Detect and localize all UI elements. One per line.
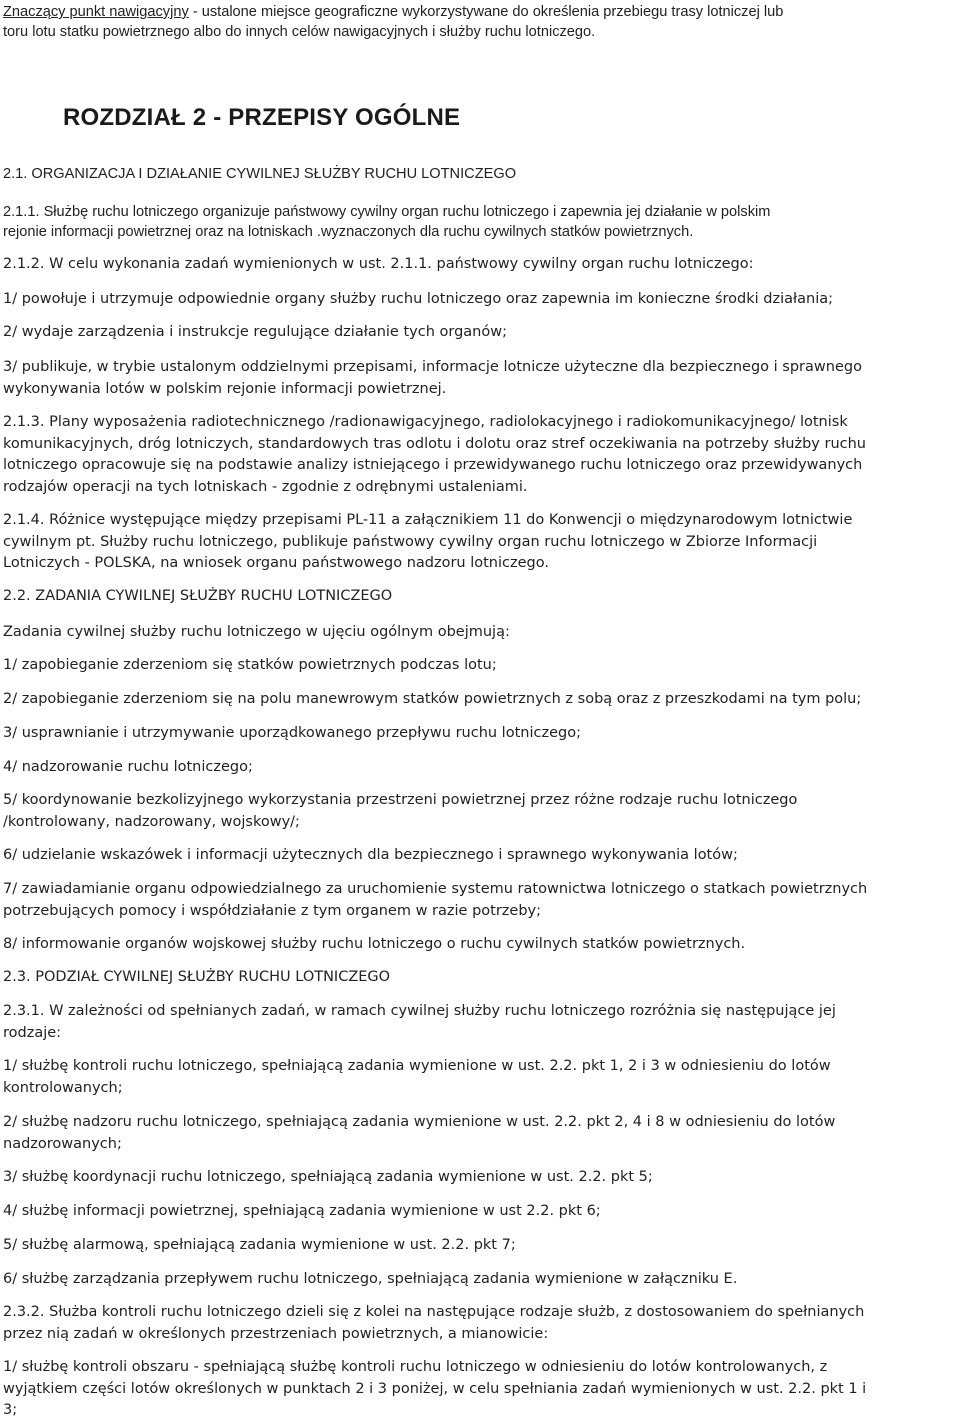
list-item: 1/ powołuje i utrzymuje odpowiednie organy służby ruchu lotniczego oraz zapewnia im konieczne środki działania; — [3, 291, 833, 307]
list-item: 6/ udzielanie wskazówek i informacji użytecznych dla bezpiecznego i sprawnego wykonywania lotów; — [3, 847, 738, 863]
list-item: 8/ informowanie organów wojskowej służby ruchu lotniczego o ruchu cywilnych statków powietrznych. — [3, 936, 746, 952]
paragraph-2-3-2: 2.3.2. Służba kontroli ruchu lotniczego dzieli się z kolei na następujące rodzaje służb, z dostosowaniem do spełnianych przez nią zadań w określonych przestrzeniach powietrznych, a mianowicie: — [3, 1304, 865, 1342]
paragraph-2-2-intro: Zadania cywilnej służby ruchu lotniczego w ujęciu ogólnym obejmują: — [3, 624, 510, 640]
list-item: 1/ służbę kontroli obszaru - spełniającą służbę kontroli ruchu lotniczego w odniesieniu do lotów kontrolowanych, z wyjątkiem części lotów określonych w punktach 2 i 3 poniżej, w celu spełniania zadań wymienionych w ust. 2.2. pkt 1 i 3; — [3, 1359, 867, 1418]
section-heading-2-1: 2.1. ORGANIZACJA I DZIAŁANIE CYWILNEJ SŁUŻBY RUCHU LOTNICZEGO — [3, 166, 517, 182]
paragraph-2-1-2: 2.1.2. W celu wykonania zadań wymienionych w ust. 2.1.1. państwowy cywilny organ ruchu lotniczego: — [3, 256, 754, 272]
paragraph-2-3-1: 2.3.1. W zależności od spełnianych zadań, w ramach cywilnej służby ruchu lotniczego rozróżnia się następujące jej rodzaje: — [3, 1003, 836, 1041]
list-item: 5/ służbę alarmową, spełniającą zadania wymienione w ust. 2.2. pkt 7; — [3, 1237, 516, 1253]
list-item: 2/ wydaje zarządzenia i instrukcje regulujące działanie tych organów; — [3, 324, 507, 340]
paragraph-2-1-4: 2.1.4. Różnice występujące między przepisami PL-11 a załącznikiem 11 do Konwencji o międzynarodowym lotnictwie cywilnym pt. Służby ruchu lotniczego, publikuje państwowy cywilny organ ruchu lotniczego w Zbiorze Informacji Lotniczych - POLSKA, na wniosek organu państwowego nadzoru lotniczego. — [3, 512, 853, 571]
list-item: 1/ służbę kontroli ruchu lotniczego, spełniającą zadania wymienione w ust. 2.2. pkt 1, 2 i 3 w odniesieniu do lotów kontrolowanych; — [3, 1058, 831, 1096]
definition-paragraph — [3, 2, 960, 42]
chapter-title: ROZDZIAŁ 2 - PRZEPISY OGÓLNE — [63, 104, 461, 131]
list-item: 3/ publikuje, w trybie ustalonym oddzielnymi przepisami, informacje lotnicze użyteczne dla bezpiecznego i sprawnego wykonywania lotów w polskim rejonie informacji powietrznej. — [3, 359, 862, 397]
list-item: 4/ służbę informacji powietrznej, spełniającą zadania wymienione w ust 2.2. pkt 6; — [3, 1203, 601, 1219]
section-heading-2-3: 2.3. PODZIAŁ CYWILNEJ SŁUŻBY RUCHU LOTNICZEGO — [3, 969, 391, 985]
section-heading-2-2: 2.2. ZADANIA CYWILNEJ SŁUŻBY RUCHU LOTNICZEGO — [3, 588, 393, 604]
list-item: 5/ koordynowanie bezkolizyjnego wykorzystania przestrzeni powietrznej przez różne rodzaje ruchu lotniczego /kontrolowany, nadzorowany, wojskowy/; — [3, 792, 798, 830]
definition-text: - ustalone miejsce geograficzne wykorzystywane do określenia przebiegu trasy lotniczej lub toru lotu statku powietrznego albo do innych celów nawigacyjnych i służby ruchu lotniczego. — [3, 4, 784, 40]
list-item: 2/ zapobieganie zderzeniom się na polu manewrowym statków powietrznych z sobą oraz z przeszkodami na tym polu; — [3, 691, 862, 707]
list-item: 7/ zawiadamianie organu odpowiedzialnego za uruchomienie systemu ratownictwa lotniczego o statkach powietrznych potrzebujących pomocy i współdziałanie z tym organem w razie potrzeby; — [3, 881, 868, 919]
list-item: 2/ służbę nadzoru ruchu lotniczego, spełniającą zadania wymienione w ust. 2.2. pkt 2, 4 i 8 w odniesieniu do lotów nadzorowanych; — [3, 1114, 836, 1152]
list-item: 3/ służbę koordynacji ruchu lotniczego, spełniającą zadania wymienione w ust. 2.2. pkt 5; — [3, 1169, 653, 1185]
definition-term: Znaczący punkt nawigacyjny — [3, 4, 189, 20]
list-item: 3/ usprawnianie i utrzymywanie uporządkowanego przepływu ruchu lotniczego; — [3, 725, 581, 741]
paragraph-2-1-1: 2.1.1. Służbę ruchu lotniczego organizuje państwowy cywilny organ ruchu lotniczego i zapewnia jej działanie w polskim rejonie informacji powietrznej oraz na lotniskach .wyznaczonych dla ruchu cywilnych statków powietrznych. — [3, 204, 771, 240]
list-item: 6/ służbę zarządzania przepływem ruchu lotniczego, spełniającą zadania wymienione w załączniku E. — [3, 1271, 738, 1287]
paragraph-2-1-3: 2.1.3. Plany wyposażenia radiotechnicznego /radionawigacyjnego, radiolokacyjnego i radiokomunikacyjnego/ lotnisk komunikacyjnych, dróg lotniczych, standardowych tras odlotu i dolotu oraz stref oczekiwania na potrzeby służby ruchu lotniczego opracowuje się na podstawie analizy istniejącego i przewidywanego ruchu lotniczego oraz przewidywanych rodzajów operacji na tych lotniskach - zgodnie z odrębnymi ustaleniami. — [3, 414, 866, 495]
list-item: 4/ nadzorowanie ruchu lotniczego; — [3, 759, 253, 775]
list-item: 1/ zapobieganie zderzeniom się statków powietrznych podczas lotu; — [3, 657, 497, 673]
